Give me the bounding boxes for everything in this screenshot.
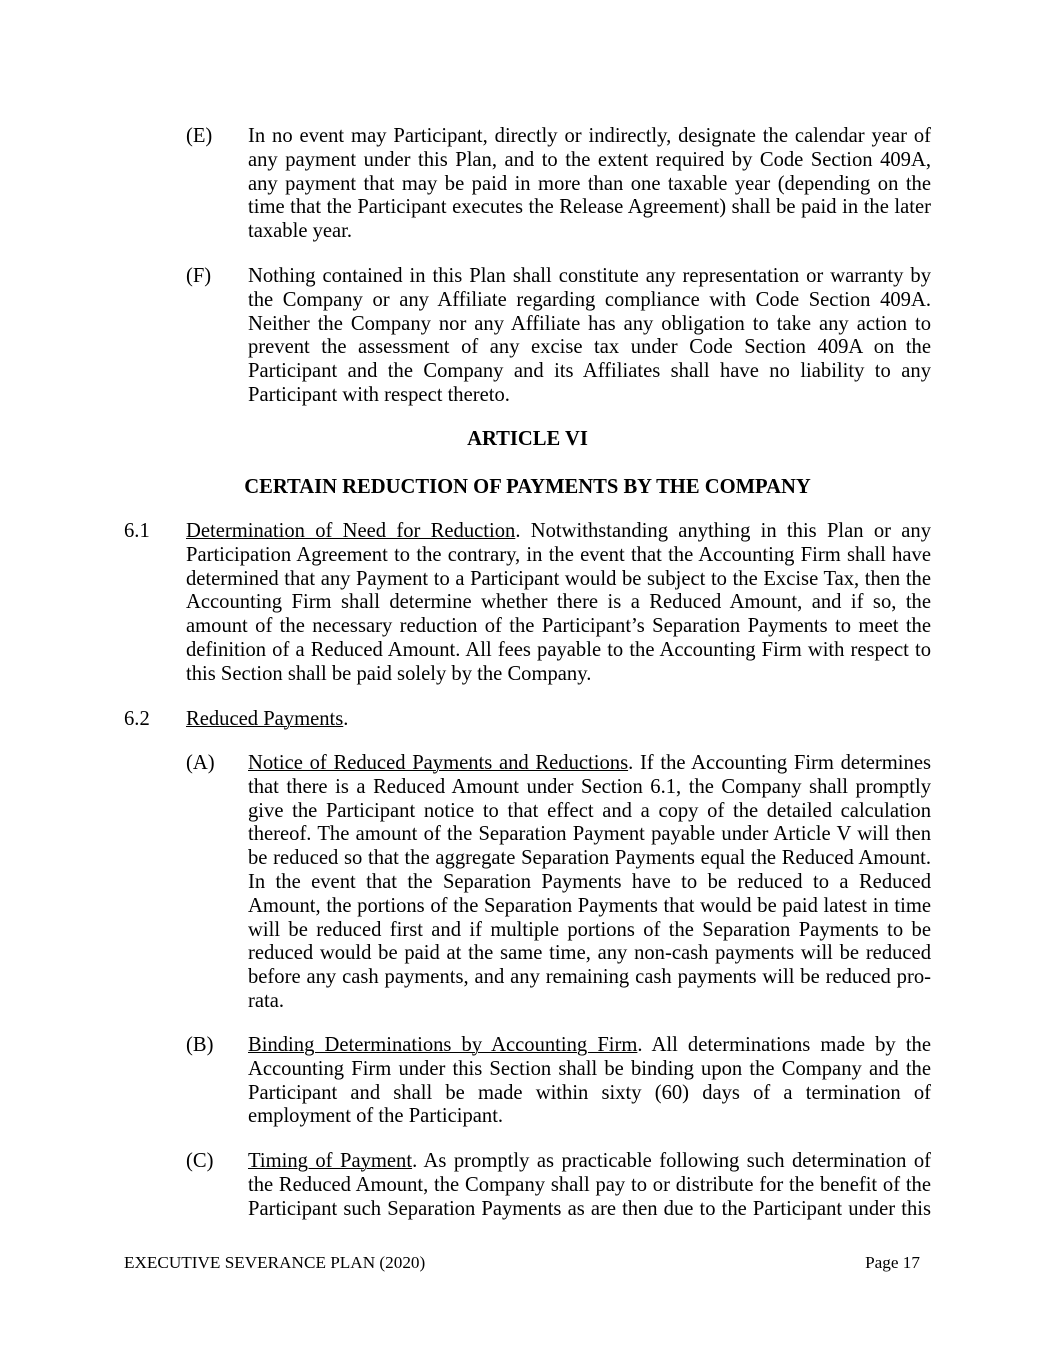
section-6-2-line bbox=[186, 708, 931, 732]
item-e bbox=[186, 125, 931, 244]
item-f bbox=[186, 265, 931, 408]
item-f-line: the Company or any Affiliate regarding compliance with Code Section 409A. bbox=[248, 288, 931, 311]
item-f-line: Neither the Company nor any Affiliate has any obligation to take any action to bbox=[248, 312, 931, 335]
subsection-a-line: be reduced so that the aggregate Separation Payments equal the Reduced Amount. bbox=[248, 847, 931, 870]
subsection-b bbox=[186, 1034, 931, 1129]
section-heading-tail: . Notwithstanding anything in this Plan or any bbox=[515, 520, 931, 542]
subsection-c-line bbox=[248, 1150, 931, 1174]
subsection-a-line: thereof. The amount of the Separation Payment payable under Article V will then bbox=[248, 823, 931, 846]
item-f-text bbox=[248, 265, 931, 408]
subsection-c bbox=[186, 1150, 931, 1221]
section-heading: Determination of Need for Reduction bbox=[186, 520, 516, 542]
item-f-line: prevent the assessment of any excise tax under Code Section 409A on the bbox=[248, 336, 931, 359]
subsection-b-line bbox=[248, 1034, 931, 1058]
subsection-heading: Notice of Reduced Payments and Reductions bbox=[248, 752, 629, 774]
section-number: 6.2 bbox=[124, 708, 150, 730]
item-label-e: (E) bbox=[186, 125, 213, 147]
subsection-label-c: (C) bbox=[186, 1150, 214, 1172]
section-6-1-line bbox=[186, 520, 931, 544]
footer-page-number: Page 17 bbox=[865, 1253, 920, 1272]
subsection-b-line: Accounting Firm under this Section shall be binding upon the Company and the bbox=[248, 1057, 931, 1080]
subsection-heading: Binding Determinations by Accounting Firm bbox=[248, 1034, 638, 1056]
subsection-a-line: before any cash payments, and any remaining cash payments will be reduced pro- bbox=[248, 966, 931, 989]
subsection-b-line: employment of the Participant. bbox=[248, 1105, 504, 1128]
subsection-a-line: give the Participant notice to that effect and a copy of the detailed calculation bbox=[248, 799, 931, 822]
subsection-heading-tail: . As promptly as practicable following such determination of bbox=[412, 1150, 931, 1172]
item-label-f: (F) bbox=[186, 265, 212, 287]
subsection-c-line: Participant such Separation Payments as are then due to the Participant under this bbox=[248, 1197, 931, 1220]
subsection-a-line: Amount, the portions of the Separation Payments that would be paid latest in time bbox=[248, 894, 931, 917]
section-6-1-line: Participation Agreement to the contrary, in the event that the Accounting Firm shall have bbox=[186, 543, 931, 566]
subsection-b-line: Participant and shall be made within sixty (60) days of a termination of bbox=[248, 1081, 931, 1104]
section-6-2-text bbox=[186, 708, 931, 732]
subsection-b-text bbox=[248, 1034, 931, 1129]
item-e-line: any payment that may be paid in more than one taxable year (depending on the bbox=[248, 172, 931, 195]
article-title: ARTICLE VI bbox=[467, 428, 588, 450]
section-6-1-line: Accounting Firm shall determine whether there is a Reduced Amount, and if so, the bbox=[186, 591, 931, 614]
subsection-a-line bbox=[248, 752, 931, 776]
article-subtitle: CERTAIN REDUCTION OF PAYMENTS BY THE COMPANY bbox=[244, 476, 811, 498]
section-6-1-line: determined that any Payment to a Participant would be subject to the Excise Tax, then the bbox=[186, 567, 931, 590]
subsection-a-line: rata. bbox=[248, 989, 285, 1012]
section-heading-tail: . bbox=[343, 708, 349, 730]
subsection-a-line: In the event that the Separation Payments have to be reduced to a Reduced bbox=[248, 870, 931, 893]
section-6-1-line: definition of a Reduced Amount. All fees payable to the Accounting Firm with respect to bbox=[186, 638, 931, 661]
subsection-heading: Timing of Payment bbox=[248, 1150, 413, 1172]
section-6-1-text bbox=[186, 520, 931, 687]
section-heading: Reduced Payments bbox=[186, 708, 344, 730]
subsection-label-b: (B) bbox=[186, 1034, 214, 1056]
footer-document-title: EXECUTIVE SEVERANCE PLAN (2020) bbox=[124, 1253, 426, 1272]
item-f-line: Nothing contained in this Plan shall constitute any representation or warranty by bbox=[248, 265, 931, 287]
subsection-a-line: that there is a Reduced Amount under Section 6.1, the Company shall promptly bbox=[248, 775, 931, 798]
item-e-line: In no event may Participant, directly or indirectly, designate the calendar year of bbox=[248, 125, 931, 147]
page-footer bbox=[124, 1253, 920, 1273]
subsection-a-line: will be reduced first and if multiple portions of the Separation Payments to be bbox=[248, 918, 931, 941]
item-e-line: time that the Participant executes the Release Agreement) shall be paid in the later bbox=[248, 196, 931, 219]
item-e-line: any payment under this Plan, and to the extent required by Code Section 409A, bbox=[248, 148, 931, 171]
item-e-line: taxable year. bbox=[248, 220, 353, 243]
subsection-label-a: (A) bbox=[186, 752, 215, 774]
subsection-heading-tail: . If the Accounting Firm determines bbox=[628, 752, 931, 774]
item-f-line: Participant and the Company and its Affiliates shall have no liability to any bbox=[248, 360, 931, 383]
section-number: 6.1 bbox=[124, 520, 150, 542]
item-e-text bbox=[248, 125, 931, 244]
subsection-c-line: the Reduced Amount, the Company shall pay to or distribute for the benefit of the bbox=[248, 1173, 931, 1196]
section-6-2 bbox=[124, 708, 931, 732]
subsection-a bbox=[186, 752, 931, 1014]
subsection-a-text bbox=[248, 752, 931, 1014]
subsection-heading-tail: . All determinations made by the bbox=[637, 1034, 931, 1056]
section-6-1-line: amount of the necessary reduction of the Participant’s Separation Payments to meet the bbox=[186, 615, 931, 638]
section-6-1-line: this Section shall be paid solely by the Company. bbox=[186, 662, 592, 685]
subsection-c-text bbox=[248, 1150, 931, 1221]
item-f-line: Participant with respect thereto. bbox=[248, 383, 510, 406]
subsection-a-line: reduced would be paid at the same time, any non-cash payments will be reduced bbox=[248, 942, 931, 965]
section-6-1 bbox=[124, 520, 931, 687]
